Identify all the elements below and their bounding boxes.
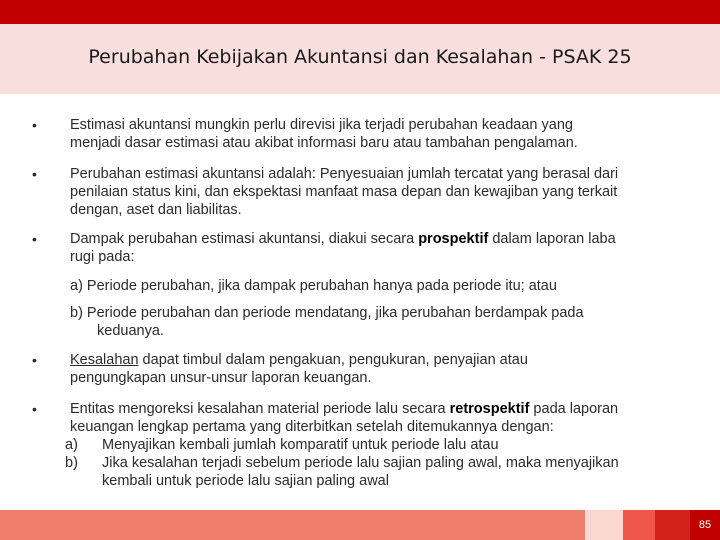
bullet-1-line-2: menjadi dasar estimasi atau akibat informasi baru atau tambahan pengalaman. (70, 135, 578, 151)
bullet-4-line-2: pengungkapan unsur-unsur laporan keuangan. (70, 370, 372, 386)
bullet-5-bold-term: retrospektif (449, 401, 530, 417)
bullet-5-sub-b-text-2: kembali untuk periode lalu sajian paling awal (102, 473, 389, 489)
bullet-marker: • (32, 166, 37, 182)
bullet-5-text-b: pada laporan (529, 401, 619, 417)
bullet-3-line-2: rugi pada: (70, 249, 135, 265)
bullet-3-sub-b-line-2: keduanya. (97, 323, 164, 339)
page-number-badge: 85 (690, 510, 720, 540)
bullet-marker: • (32, 117, 37, 133)
footer-block-light (585, 510, 623, 540)
bullet-5-sub-b-text-1: Jika kesalahan terjadi sebelum periode lalu sajian paling awal, maka menyajikan (102, 455, 619, 471)
bullet-5-sub-a-label: a) (65, 437, 78, 453)
slide-title: Perubahan Kebijakan Akuntansi dan Kesalahan - PSAK 25 (88, 46, 632, 68)
bullet-3-line-1 (70, 230, 616, 248)
bullet-4-text: dapat timbul dalam pengakuan, pengukuran, penyajian atau (138, 352, 528, 368)
bullet-marker: • (32, 401, 37, 417)
bullet-5-sub-a-text: Menyajikan kembali jumlah komparatif untuk periode lalu atau (102, 437, 499, 453)
bullet-3-sub-a: a) Periode perubahan, jika dampak perubahan hanya pada periode itu; atau (70, 278, 557, 294)
footer-block-mid (623, 510, 655, 540)
bullet-2-line-3: dengan, aset dan liabilitas. (70, 202, 242, 218)
bullet-2-line-2: penilaian status kini, dan ekspektasi manfaat masa depan dan kewajiban yang terkait (70, 184, 618, 200)
bullet-3-sub-b-line-1: b) Periode perubahan dan periode mendatang, jika perubahan berdampak pada (70, 305, 584, 321)
footer-block-dark (655, 510, 690, 540)
bullet-4-line-1 (70, 351, 528, 369)
bullet-3-text-a: Dampak perubahan estimasi akuntansi, diakui secara (70, 231, 419, 247)
bullet-4-underlined-term: Kesalahan (70, 352, 139, 368)
bullet-5-line-2: keuangan lengkap pertama yang diterbitkan setelah ditemukannya dengan: (70, 419, 554, 435)
bullet-5-text-a: Entitas mengoreksi kesalahan material periode lalu secara (70, 401, 450, 417)
bullet-marker: • (32, 231, 37, 247)
top-accent-bar (0, 0, 720, 24)
bullet-3-bold-term: prospektif (418, 231, 489, 247)
bullet-5-sub-b-label: b) (65, 455, 78, 471)
bullet-1-line-1: Estimasi akuntansi mungkin perlu direvisi jika terjadi perubahan keadaan yang (70, 117, 573, 133)
bullet-2-line-1: Perubahan estimasi akuntansi adalah: Penyesuaian jumlah tercatat yang berasal dari (70, 166, 619, 182)
bullet-5-line-1 (70, 400, 618, 418)
bullet-3-text-b: dalam laporan laba (488, 231, 616, 247)
bullet-marker: • (32, 352, 37, 368)
